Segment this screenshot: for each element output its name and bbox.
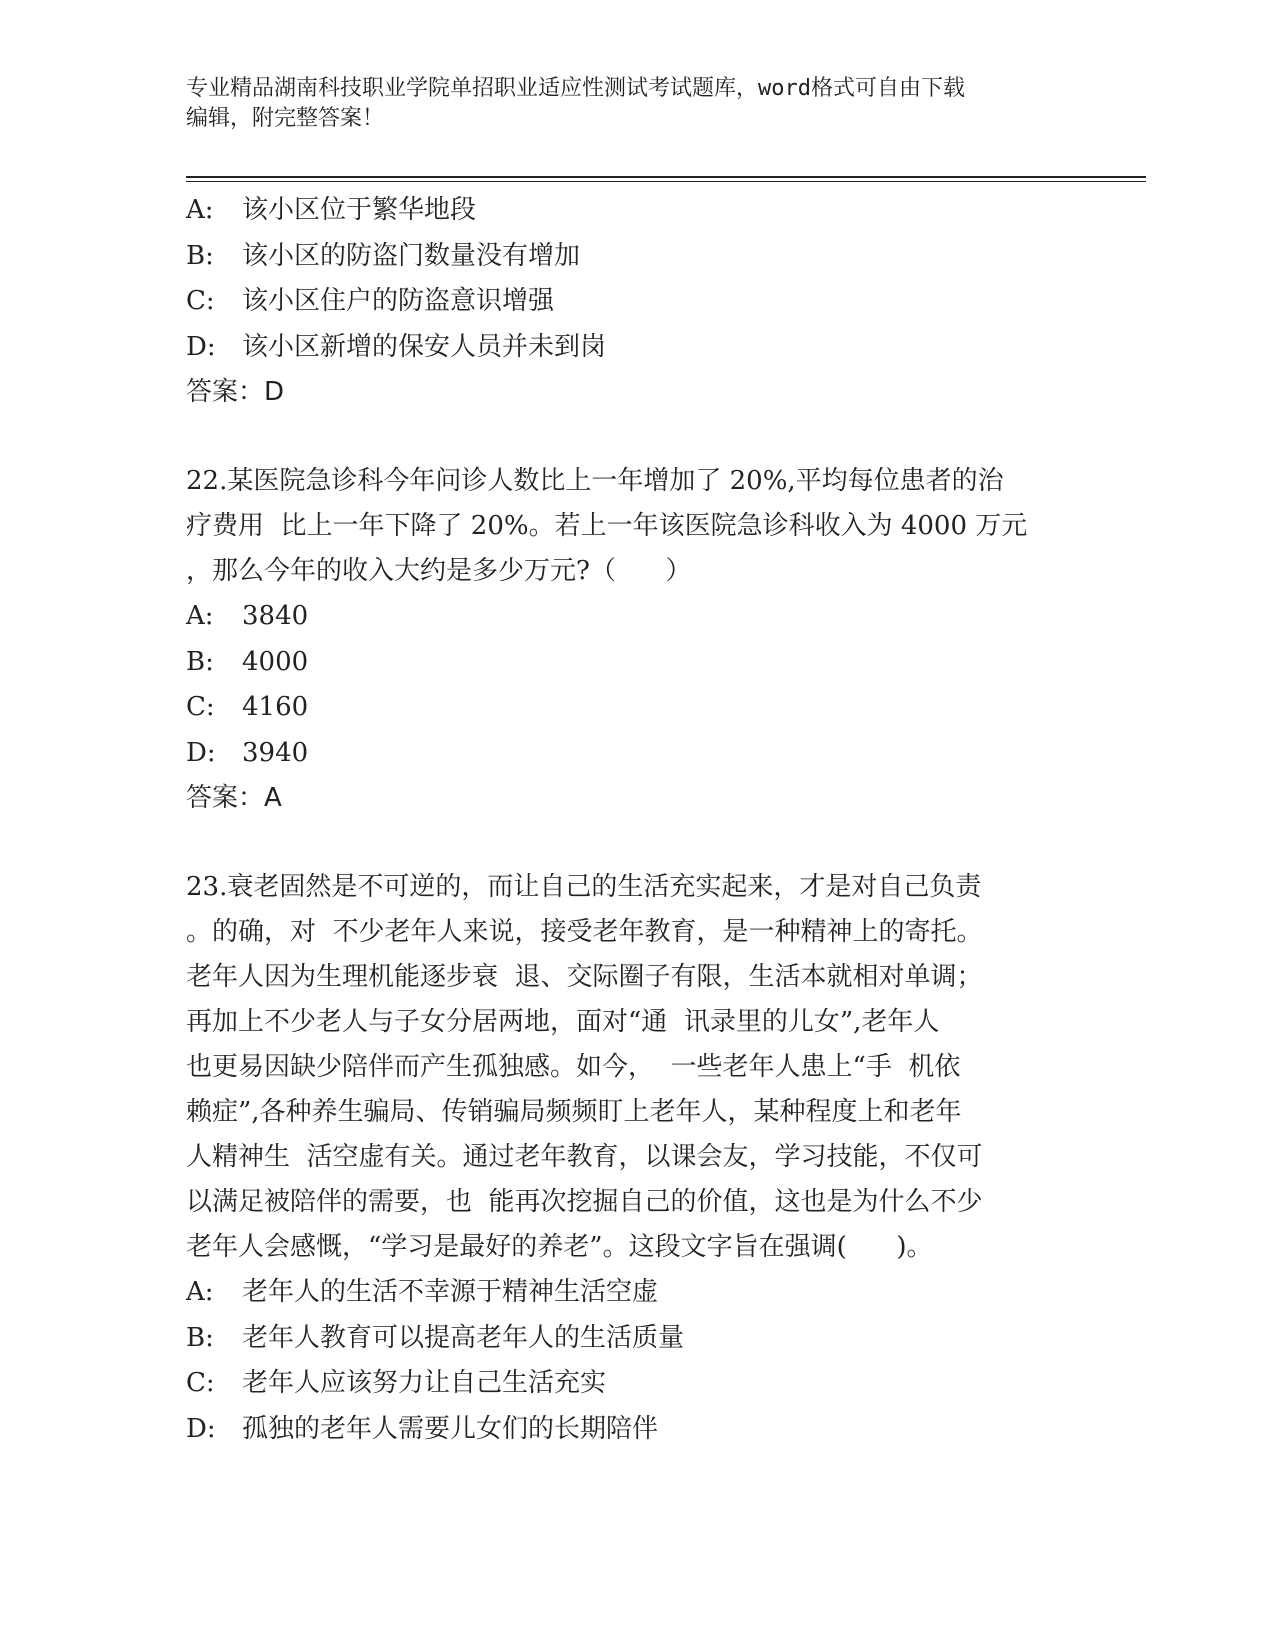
option-c — [186, 279, 1086, 325]
option-letter: D: — [186, 1413, 216, 1444]
question-text-line: 以满足被陪伴的需要，也 能再次挖掘自己的价值，这也是为什么不少 — [186, 1187, 983, 1217]
option-text: 4000 — [242, 646, 309, 677]
option-text: 该小区新增的保安人员并未到岗 — [242, 331, 607, 362]
question-text-line: 也更易因缺少陪伴而产生孤独感。如今， 一些老年人患上“手 机依 — [186, 1052, 961, 1082]
option-d — [186, 1407, 1086, 1453]
option-a — [186, 188, 1086, 234]
option-text: 孤独的老年人需要儿女们的长期陪伴 — [242, 1413, 659, 1444]
header-rule-thin — [186, 181, 1146, 182]
question-text-line: 23.衰老固然是不可逆的，而让自己的生活充实起来，才是对自己负责 — [186, 872, 982, 902]
option-text: 4160 — [242, 692, 309, 722]
option-letter: B: — [186, 646, 214, 677]
header-line-1: 专业精品湖南科技职业学院单招职业适应性测试考试题库，word格式可自由下载 — [186, 76, 965, 101]
option-b — [186, 234, 1086, 280]
option-a — [186, 1270, 1086, 1316]
option-letter: D: — [186, 737, 216, 768]
option-d — [186, 731, 1086, 777]
option-letter: A: — [186, 601, 214, 631]
option-letter: A: — [186, 1277, 214, 1307]
page-header — [186, 74, 1086, 134]
option-text: 该小区位于繁华地段 — [242, 195, 477, 225]
question-text-line: 老年人会感慨，“学习是最好的养老”。这段文字旨在强调( )。 — [186, 1232, 933, 1262]
option-text: 老年人教育可以提高老年人的生活质量 — [242, 1322, 685, 1353]
option-text: 该小区的防盗门数量没有增加 — [242, 240, 581, 271]
option-letter: C: — [186, 1368, 215, 1398]
option-d — [186, 325, 1086, 371]
question-text-line: 疗费用 比上一年下降了 20%。若上一年该医院急诊科收入为 4000 万元 — [186, 511, 1028, 541]
option-c — [186, 685, 1086, 731]
answer-line: 答案：D — [186, 377, 285, 407]
option-text: 老年人的生活不幸源于精神生活空虚 — [242, 1277, 659, 1307]
question-text-line: 赖症”,各种养生骗局、传销骗局频频盯上老年人，某种程度上和老年 — [186, 1097, 962, 1127]
option-letter: B: — [186, 240, 214, 271]
question-text-line: 老年人因为生理机能逐步衰 退、交际圈子有限，生活本就相对单调； — [186, 962, 983, 992]
question-text-line: 人精神生 活空虚有关。通过老年教育，以课会友，学习技能，不仅可 — [186, 1142, 983, 1172]
option-text: 该小区住户的防盗意识增强 — [242, 286, 555, 316]
option-text: 3840 — [242, 601, 309, 631]
question-21 — [186, 188, 1086, 415]
question-22 — [186, 459, 1086, 821]
option-letter: D: — [186, 331, 216, 362]
question-text-line: 再加上不少老人与子女分居两地，面对“通 讯录里的儿女”,老年人 — [186, 1007, 940, 1037]
option-letter: C: — [186, 692, 215, 722]
option-b — [186, 640, 1086, 686]
option-letter: A: — [186, 195, 214, 225]
header-rule-thick — [186, 176, 1146, 178]
option-b — [186, 1316, 1086, 1362]
option-text: 3940 — [242, 737, 309, 768]
option-a — [186, 594, 1086, 640]
option-letter: C: — [186, 286, 215, 316]
option-c — [186, 1361, 1086, 1407]
question-text-line: ，那么今年的收入大约是多少万元?（ ） — [186, 556, 692, 586]
option-text: 老年人应该努力让自己生活充实 — [242, 1368, 607, 1398]
question-text-line: 。的确，对 不少老年人来说，接受老年教育，是一种精神上的寄托。 — [186, 917, 983, 947]
question-23 — [186, 865, 1086, 1452]
answer-line: 答案：A — [186, 783, 282, 813]
header-line-2: 编辑，附完整答案！ — [186, 106, 385, 131]
question-text-line: 22.某医院急诊科今年问诊人数比上一年增加了 20%,平均每位患者的治 — [186, 466, 1004, 496]
option-letter: B: — [186, 1322, 214, 1353]
document-body — [186, 188, 1086, 1452]
